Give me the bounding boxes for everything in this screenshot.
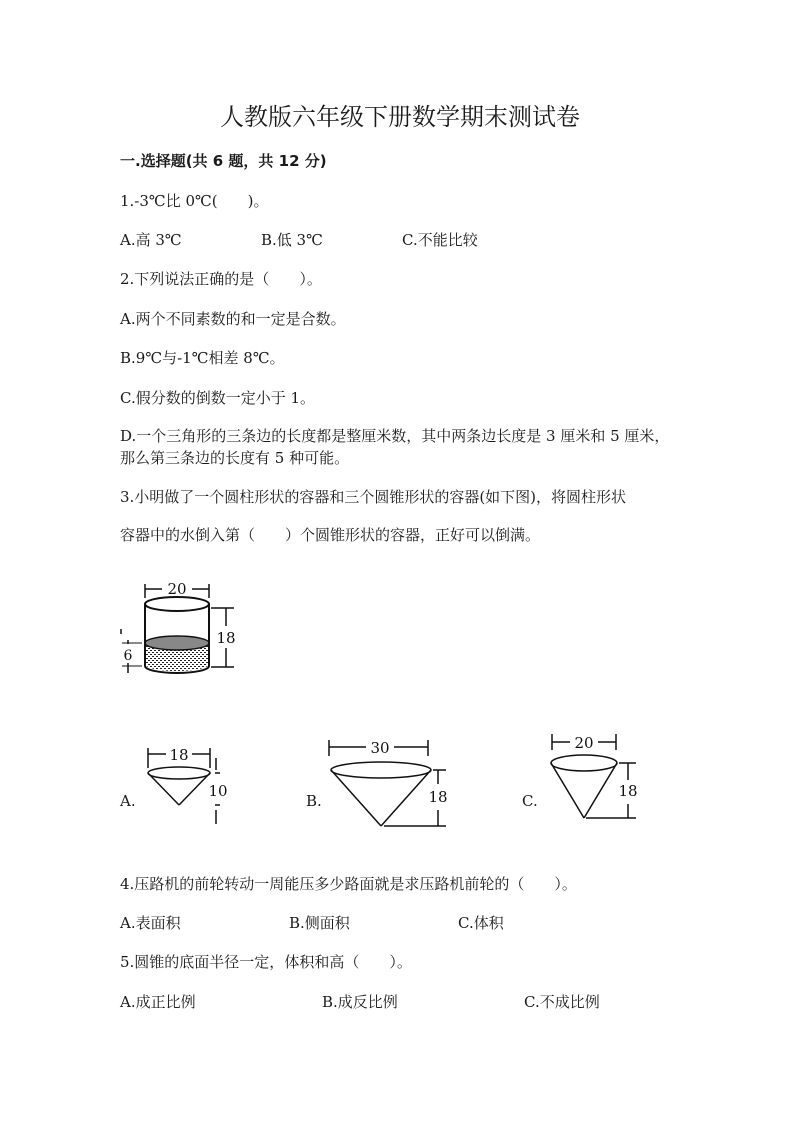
question-2-option-b[interactable]: B.9℃与-1℃相差 8℃。 (120, 349, 285, 367)
question-5-option-b[interactable]: B.成反比例 (322, 993, 398, 1011)
cone-b-label[interactable]: B. (306, 792, 322, 810)
question-3-line-2: 容器中的水倒入第（ ）个圆锥形状的容器，正好可以倒满。 (120, 526, 541, 544)
cone-a-label[interactable]: A. (120, 792, 136, 810)
question-1-option-a[interactable]: A.高 3℃ (120, 231, 182, 249)
cylinder-water-label: 6 (123, 648, 133, 664)
question-1-option-b[interactable]: B.低 3℃ (261, 231, 323, 249)
question-4-stem: 4.压路机的前轮转动一周能压多少路面就是求压路机前轮的（ ）。 (120, 875, 577, 893)
question-4-option-c[interactable]: C.体积 (458, 914, 504, 932)
cone-c-height-label: 18 (618, 782, 638, 800)
cone-c-label[interactable]: C. (522, 792, 538, 810)
cone-b-diameter-label: 30 (370, 739, 390, 757)
section-heading: 一.选择题(共 6 题，共 12 分) (120, 152, 327, 170)
question-1-option-c[interactable]: C.不能比较 (402, 231, 478, 249)
cylinder-diameter-label: 20 (167, 580, 187, 598)
question-1-stem: 1.-3℃比 0℃( )。 (120, 192, 269, 210)
question-5-option-c[interactable]: C.不成比例 (524, 993, 600, 1011)
question-2-option-d[interactable]: D.一个三角形的三条边的长度都是整厘米数，其中两条边长度是 3 厘米和 5 厘米，那么第三条边的长度有 5 种可能。 (120, 427, 670, 467)
cone-c-diameter-label: 20 (574, 734, 594, 752)
question-4-option-a[interactable]: A.表面积 (120, 914, 181, 932)
cylinder-height-label: 18 (216, 629, 236, 647)
cone-a-figure (140, 744, 240, 830)
question-4-option-b[interactable]: B.侧面积 (289, 914, 350, 932)
question-2-stem: 2.下列说法正确的是（ ）。 (120, 270, 322, 288)
page-title: 人教版六年级下册数学期末测试卷 (220, 103, 580, 131)
cone-c-figure (544, 730, 640, 826)
question-2-option-c[interactable]: C.假分数的倒数一定小于 1。 (120, 389, 316, 407)
cone-b-figure (324, 736, 454, 830)
question-5-stem: 5.圆锥的底面半径一定，体积和高（ ）。 (120, 953, 412, 971)
cylinder-figure (118, 574, 248, 686)
cone-b-height-label: 18 (428, 788, 448, 806)
cone-a-diameter-label: 18 (169, 746, 189, 764)
question-5-option-a[interactable]: A.成正比例 (120, 993, 196, 1011)
question-3-line-1: 3.小明做了一个圆柱形状的容器和三个圆锥形状的容器(如下图)，将圆柱形状 (120, 488, 627, 506)
cone-a-height-label: 10 (208, 782, 228, 800)
question-2-option-a[interactable]: A.两个不同素数的和一定是合数。 (120, 310, 346, 328)
